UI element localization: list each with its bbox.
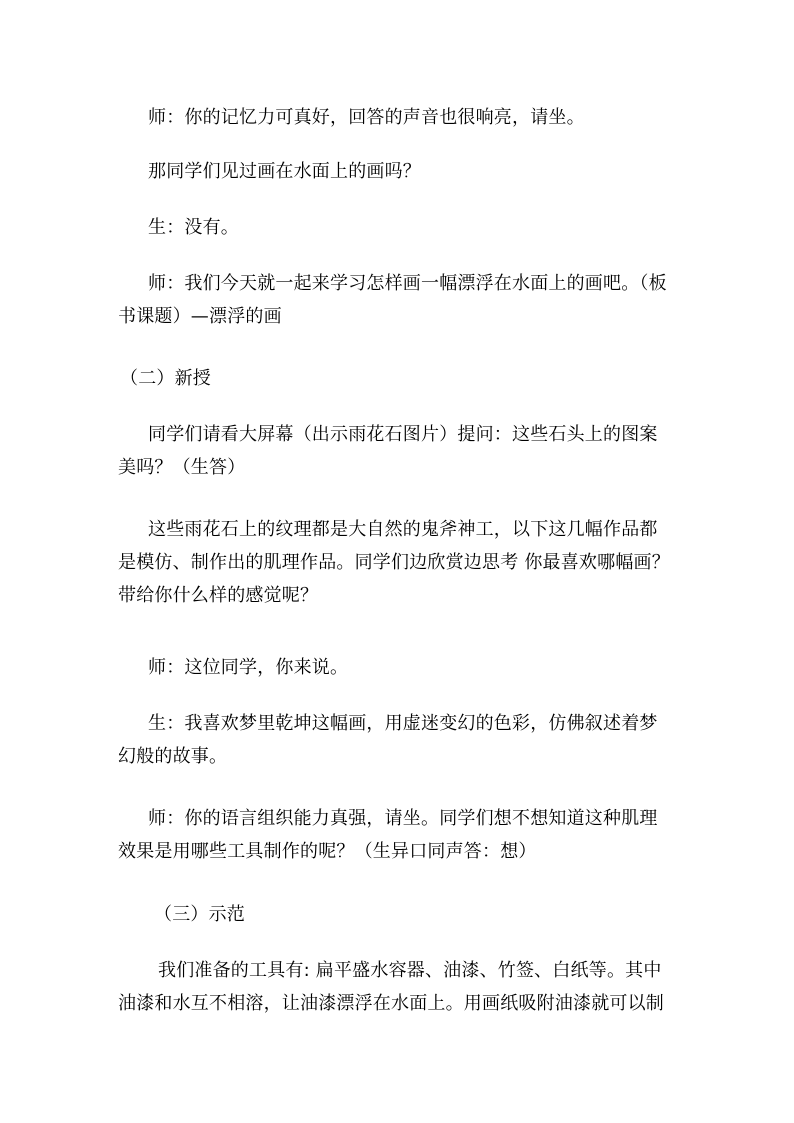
- paragraph: [118, 802, 678, 868]
- paragraph-line: 幻般的故事。: [118, 746, 228, 767]
- paragraph: [118, 155, 678, 188]
- paragraph: [118, 707, 678, 773]
- paragraph-line: 效果是用哪些工具制作的呢？（生异口同声答：想）: [118, 841, 537, 862]
- section-heading-text: （三）示范: [154, 904, 245, 925]
- paragraph-line: 书课题）—漂浮的画: [118, 306, 282, 327]
- paragraph-line: 这些雨花石上的纹理都是大自然的鬼斧神工，以下这几幅作品都: [148, 519, 658, 540]
- paragraph-line: 师：你的记忆力可真好，回答的声音也很响亮，请坐。: [148, 107, 585, 128]
- paragraph-line: 生：没有。: [148, 217, 239, 238]
- paragraph-line: 师：我们今天就一起来学习怎样画一幅漂浮在水面上的画吧。（板: [148, 273, 667, 294]
- paragraph-line: 我们准备的工具有: 扁平盛水容器、油漆、竹签、白纸等。其中: [158, 960, 662, 981]
- paragraph-line: 生：我喜欢梦里乾坤这幅画，用虚迷变幻的色彩，仿佛叙述着梦: [148, 713, 658, 734]
- section-heading: [118, 898, 678, 931]
- paragraph-line: 师：这位同学，你来说。: [148, 657, 349, 678]
- paragraph-line: 同学们请看大屏幕（出示雨花石图片）提问：这些石头上的图案: [148, 424, 658, 445]
- paragraph: [118, 267, 678, 333]
- paragraph: [118, 211, 678, 244]
- section-heading-text: （二）新授: [120, 368, 211, 389]
- paragraph: [118, 954, 678, 1020]
- paragraph: [118, 651, 678, 684]
- paragraph-line: 美吗？（生答）: [118, 457, 246, 478]
- paragraph-line: 是模仿、制作出的肌理作品。同学们边欣赏边思考 你最喜欢哪幅画？: [118, 552, 670, 573]
- paragraph-line: 那同学们见过画在水面上的画吗？: [148, 161, 421, 182]
- paragraph: [118, 101, 678, 134]
- paragraph-line: 师：你的语言组织能力真强，请坐。同学们想不想知道这种肌理: [148, 808, 658, 829]
- paragraph: [118, 418, 678, 484]
- paragraph-line: 带给你什么样的感觉呢？: [118, 585, 319, 606]
- section-heading: [118, 362, 678, 395]
- paragraph: [118, 513, 678, 612]
- paragraph-line: 油漆和水互不相溶，让油漆漂浮在水面上。用画纸吸附油漆就可以制: [118, 993, 664, 1014]
